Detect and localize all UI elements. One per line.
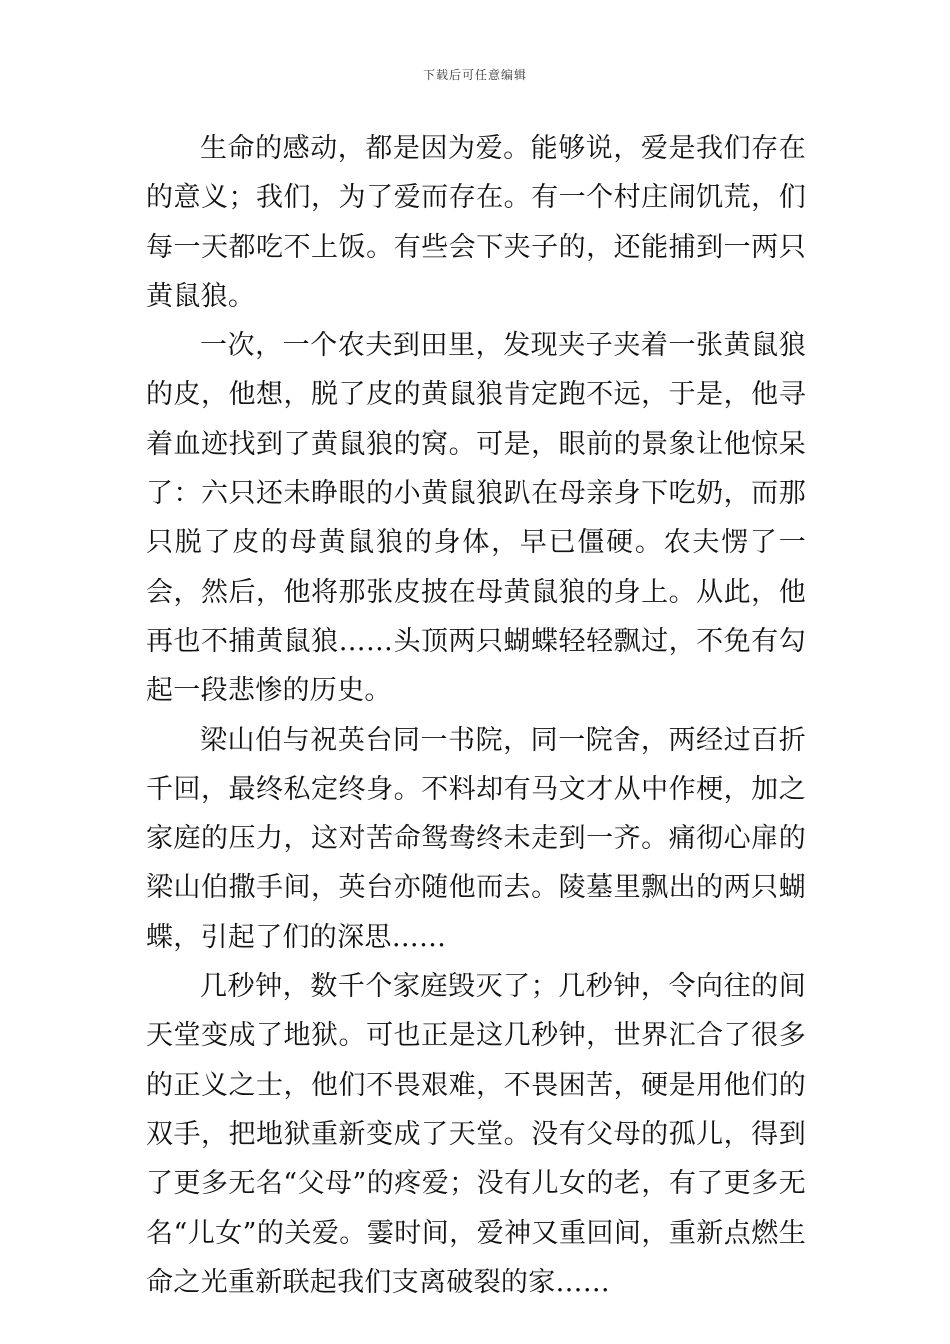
paragraph-4: 几秒钟，数千个家庭毁灭了；几秒钟，令向往的间天堂变成了地狱。可也正是这几秒钟，世界汇合了很多的正义之士，他们不畏艰难，不畏困苦，硬是用他们的双手，把地狱重新变成了天堂。没有父母的孤儿，得到了更多无名“父母”的疼爱；没有儿女的老，有了更多无名“儿女”的关爱。霎时间，爱神又重回间，重新点燃生命之光重新联起我们支离破裂的家…… bbox=[146, 971, 806, 1298]
header-note: 下载后可任意编辑 bbox=[422, 68, 527, 82]
paragraph-3: 梁山伯与祝英台同一书院，同一院舍，两经过百折千回，最终私定终身。不料却有马文才从中作梗，加之家庭的压力，这对苦命鸳鸯终未走到一齐。痛彻心扉的梁山伯撒手间，英台亦随他而去。陵墓里飘出的两只蝴蝶，引起了们的深思…… bbox=[146, 724, 806, 953]
document-body bbox=[146, 124, 806, 1307]
paragraph-1: 生命的感动，都是因为爱。能够说，爱是我们存在的意义；我们，为了爱而存在。有一个村庄闹饥荒，们每一天都吃不上饭。有些会下夹子的，还能捕到一两只黄鼠狼。 bbox=[146, 133, 806, 312]
paragraph-2: 一次，一个农夫到田里，发现夹子夹着一张黄鼠狼的皮，他想，脱了皮的黄鼠狼肯定跑不远，于是，他寻着血迹找到了黄鼠狼的窝。可是，眼前的景象让他惊呆了：六只还未睁眼的小黄鼠狼趴在母亲身下吃奶，而那只脱了皮的母黄鼠狼的身体，早已僵硬。农夫愣了一会，然后，他将那张皮披在母黄鼠狼的身上。从此，他再也不捕黄鼠狼……头顶两只蝴蝶轻轻飘过，不免有勾起一段悲惨的历史。 bbox=[146, 330, 806, 707]
